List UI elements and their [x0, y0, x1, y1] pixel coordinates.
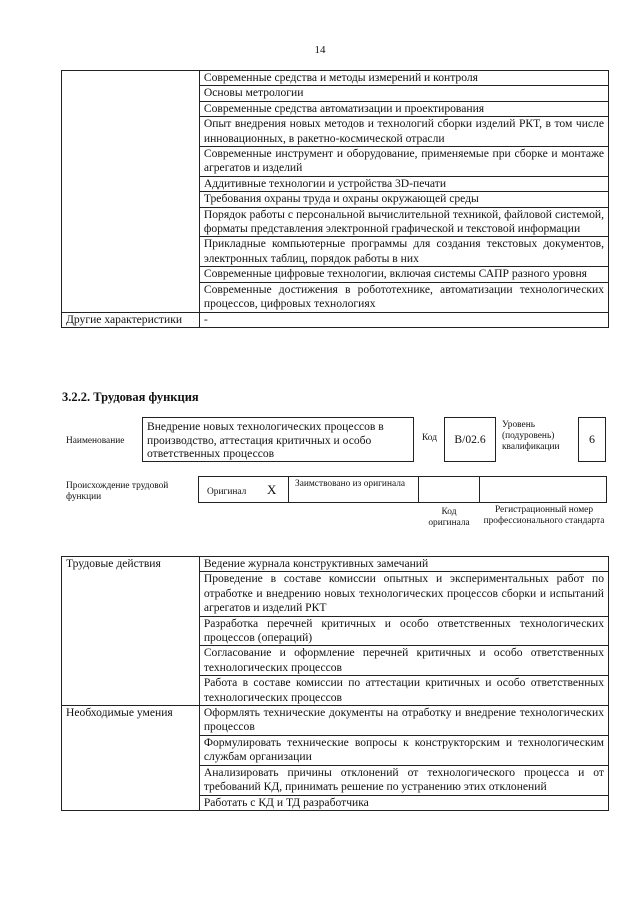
table-cell: Требования охраны труда и охраны окружающей среды	[199, 192, 608, 207]
page-number: 14	[314, 44, 326, 56]
table-cell: Современные средства и методы измерений и контроля	[199, 71, 608, 86]
table-cell: Работа в составе комиссии по аттестации критичных и особо ответственных технологических процессов	[199, 676, 608, 706]
table-row	[62, 706, 609, 736]
table-row	[62, 557, 609, 572]
name-value-box	[142, 417, 414, 462]
table-cell: Современные средства автоматизации и проектирования	[199, 101, 608, 116]
original-label: Оригинал	[207, 487, 247, 497]
table-row	[62, 71, 609, 86]
actions-label: Трудовые действия	[62, 557, 200, 706]
table-cell: Оформлять технические документы на отработку и внедрение технологических процессов	[199, 706, 608, 736]
divider	[418, 477, 419, 502]
table-cell: Порядок работы с персональной вычислительной техникой, файловой системой, форматы представления электронной графической и текстовой информации	[199, 207, 608, 237]
table-cell: Современные достижения в робототехнике, автоматизации технологических процессов, цифровых технологиях	[199, 282, 608, 312]
name-value: Внедрение новых технологических процессов в производство, аттестация критичных и особо ответственных процессов	[147, 420, 384, 460]
table-cell: Основы метрологии	[199, 86, 608, 101]
function-table	[61, 556, 609, 811]
origin-grid	[198, 476, 607, 503]
origin-label: Происхождение трудовой функции	[66, 481, 169, 502]
table-label-cell	[62, 71, 200, 313]
table-cell: Современные инструмент и оборудование, применяемые при сборке и монтаже агрегатов и изделий	[199, 147, 608, 177]
table-cell: Разработка перечней критичных и особо ответственных технологических процессов (операций)	[199, 616, 608, 646]
table-cell: Опыт внедрения новых методов и технологий сборки изделий РКТ, в том числе инновационных, в ракетно-космической отрасли	[199, 117, 608, 147]
table-cell: Работать с КД и ТД разработчика	[199, 795, 608, 810]
level-value: 6	[589, 432, 595, 446]
table-cell: Аддитивные технологии и устройства 3D-печати	[199, 176, 608, 191]
divider	[288, 477, 289, 502]
table-cell: Проведение в составе комиссии опытных и экспериментальных работ по отработке и внедрению новых технологических процессов сборки и испытаний агрегатов и изделий РКТ	[199, 572, 608, 616]
name-label: Наименование	[66, 436, 125, 446]
other-characteristics-label: Другие характеристики	[62, 312, 200, 327]
table-cell: Согласование и оформление перечней критичных и особо ответственных технологических процессов	[199, 646, 608, 676]
table-cell: Прикладные компьютерные программы для создания текстовых документов, электронных таблиц, порядок работы в них	[199, 237, 608, 267]
other-characteristics-value: -	[199, 312, 608, 327]
reg-caption: Регистрационный номер профессионального стандарта	[483, 505, 605, 526]
table-cell: Ведение журнала конструктивных замечаний	[199, 557, 608, 572]
table-cell: Формулировать технические вопросы к конструкторским и технологическим службам организации	[199, 735, 608, 765]
original-mark: X	[267, 482, 277, 497]
code-label: Код	[422, 433, 437, 443]
table-cell: Анализировать причины отклонений от технологического процесса и от требований КД, принимать решение по устранению этих отклонений	[199, 765, 608, 795]
knowledge-table	[61, 70, 609, 328]
skills-label: Необходимые умения	[62, 706, 200, 811]
level-label: Уровень (подуровень) квалификации	[502, 420, 560, 452]
code-caption: Код оригинала	[428, 507, 470, 528]
borrowed-label: Заимствовано из оригинала	[295, 479, 406, 489]
level-value-box	[578, 417, 606, 462]
table-cell: Современные цифровые технологии, включая системы САПР разного уровня	[199, 267, 608, 282]
code-value-box	[444, 417, 496, 462]
divider	[479, 477, 480, 502]
section-title: 3.2.2. Трудовая функция	[62, 390, 199, 404]
table-row	[62, 312, 609, 327]
code-value: B/02.6	[454, 433, 486, 446]
